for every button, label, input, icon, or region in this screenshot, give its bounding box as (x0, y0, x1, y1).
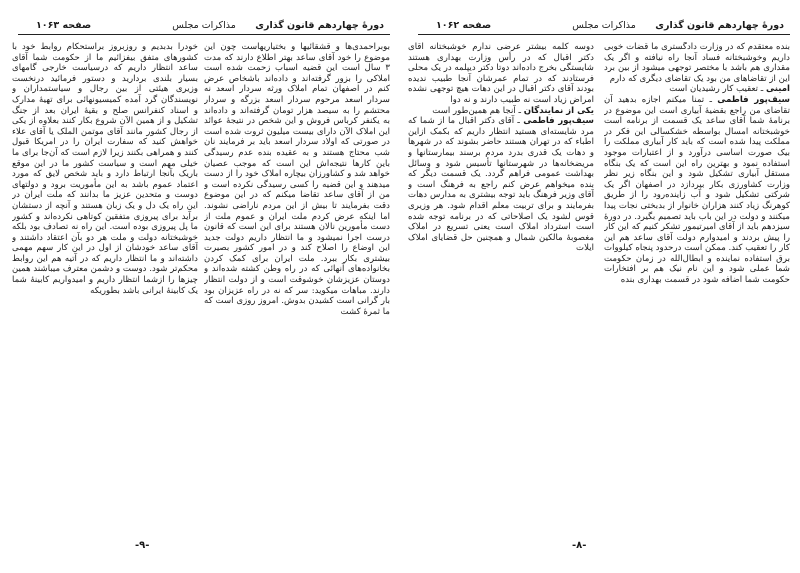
paragraph (204, 42, 390, 317)
right-page (400, 0, 800, 573)
paragraph (604, 84, 790, 95)
text-column-right (604, 42, 790, 534)
text-column-left (12, 42, 198, 534)
running-header (18, 18, 390, 35)
footer-page-marker: -۹- (135, 540, 150, 551)
speaker-name: یکی از نمایندگان (523, 105, 594, 116)
paragraph (408, 42, 594, 106)
paragraph (408, 106, 594, 117)
page-number: صفحه ۱۰۶۲ (436, 20, 492, 31)
publication-title: مذاکرات مجلس (172, 20, 236, 31)
paragraph-text: ـ آنجا هم همین‌طور است (432, 105, 524, 116)
paragraph (12, 42, 198, 296)
legislative-period: دورهٔ چهاردهم قانون گذاری (255, 20, 384, 31)
paragraph (604, 95, 790, 286)
speaker-name: سیف‌پور فاطمی (717, 94, 790, 105)
paragraph-text: دوسه کلمه بیشتر عرضی ندارم خوشبختانه آقای دکتر اقبال که در رأس وزارت بهداری هستند شایستگی بخرج داده‌اند دوتا دکتر دیپلمه در یک محلی فرستادند که در تمام عمرشان آنجا طبیب ندیده بودند آقای دکتر اقبال در این دهات هیچ توجهی نشده امراض زیاد است نه طبیب دارند و نه دوا (408, 42, 594, 105)
paragraph-text: بنده معتقدم که در وزارت دادگستری ما قضات خوبی داریم وخوشبختانه فساد آنجا راه نیافته و اگر یک مقداری هم باشد با مختصر توجهی میشود از بین برد این از تقاضاهای من بود یک تقاضای دیگری که دارم (604, 42, 790, 84)
text-column-left (408, 42, 594, 534)
speaker-name: سیف‌پور فاطمی (523, 116, 594, 127)
legislative-period: دورهٔ چهاردهم قانون گذاری (655, 20, 784, 31)
footer-page-marker: -۸- (572, 540, 587, 551)
running-header (418, 18, 790, 35)
paragraph-text: ـ تمنا میکنم اجازه بدهید آن تقاضای من راجع بقضیهٔ آبیاری است این موضوع در برنامهٔ شما آقای ساعد یک قسمت از برنامه است خوشبختانه امسال بواسطه خشکسالی این فکر در مملکت پیدا شده است که باید کار آبیاری مملکت را بیک صورت اساسی درآورد و از اعتبارات موجود استفاده نمود و بهترین راه این است که یک بنگاه مستقل آبیاری تشکیل شود و این بنگاه زیر نظر وزارت کشاورزی بکار بپردازد در اصفهان اگر یک شرکتی تشکیل شود و آب زاینده‌رود را از طریق کوهرنگ زیاد کنند هزاران خانوار از بدبختی نجات پیدا میکنند و دولت در این باب باید تصمیم بگیرد. در دورهٔ سیزدهم باید از آقای امیرتیمور تشکر کنیم که این کار را پیش بردند و امیدوارم دولت آقای ساعد هم این کار را تعقیب کند. ممکن است درحدود پنجاه کیلووات برق استفاده نماینده و ابطال‌الله در زمان حکومت شما عملی شود و این نام نیک هم بر افتخارات حکومت شما اضافه شود در قسمت بهداری بنده (604, 94, 790, 286)
text-column-right (204, 42, 390, 534)
paragraph-text: خودرا بدبدیم و روزبروز براستحکام روابط خود با کشورهای متفق بیفزائیم ما از حکومت شما آقای ساعد انتظار داریم که درسیاست خارجی گامهای بسیار بلندی بردارید و دستور فرمائید درنخست وزیری هیئتی از بین رجال و سیاستمداران و نویسندگان گرد آمده کمیسیونهائی برای تهیهٔ مدارک و اسناد کنفرانس صلح و بقیهٔ ایران بعد از جنگ تشکیل و از همین الآن شروع بکار کنند بعلاوه از یکی از رجال کشور مانند آقای موتمن الملک یا آقای علاء خواهش کنید که سفارت ایران را در امریکا قبول کنند و همراهی بکنند زیرا لازم است که آن‌جا برای ما خیلی مهم است و سیاست کشور ما در این موقع باریک بآنجا ارتباط دارد و باید شخص لایق که مورد اعتماد عموم باشد به این مأموریت برود و دولتهای دوست و متحدین عزیز ما بدانند که ملت ایران در این راه یک دل و یک زبان هستند و آنچه از دستشان برآید برای پیروزی متفقین کوتاهی نکرده‌اند و کشور ما پل پیروزی بوده است. این راه نه تصادف بود بلکه خوشبختانه دولت و ملت هر دو بآن اعتقاد داشتند و آقای ساعد خودشان از اول در این کار سهم مهمی داشته‌اند و ما انتظار داریم که در آتیه هم این روابط محکم‌تر شود. دوست و دشمن معترف میباشند همین چیزها را ازشما انتظار داریم و امیدواریم کابینهٔ شما یک کابینهٔ ایرانی باشد بطوریکه (12, 42, 198, 296)
paragraph-text: ـ آقای دکتر اقبال ما از شما که مرد شایسته‌ای هستید انتظار داریم که بکمک ازاین اطباء که در تهران هستند حاضر بشوند که در شهرها و دهات یک قدری بدرد مردم برسند بیمارستانها و مریضخانه‌ها در شهرستانها تأسیس شود و وسائل بهداشت عمومی فراهم گردد. یک قسمت دیگر که بنده میخواهم عرض کنم راجع به فرهنگ است و آقای وزیر فرهنگ باید توجه بیشتری به مدارس دهات بفرمایند و برای تربیت معلم اقدام شود. هر وزیری قوس لشود یک اصلاحاتی که در برنامه توجه شده است استرداد املاک است یعنی تسریع در املاک مغصوبهٔ مالکین شمال و همچنین حل قضایای املاک ایلات (408, 116, 594, 254)
paragraph (604, 42, 790, 84)
paragraph-text: بوبراحمدی‌ها و قشقائیها و بختیاریهاست چون این موضوع را خود آقای ساعد بهتر اطلاع دارند که مدت ۳ سال است این قضیه اسباب زحمت شده است املاکی را بزور گرفته‌اند و داده‌اند باشخاص عرض کنم در اصفهان تمام املاک ورثه سردار اسعد نه سردار اسعد مرحوم سردار اسعد بزرگه و سردار محتشم را به سیصد هزار تومان گرفته‌اند و داده‌اند به یکنفر کرباس فروش و این شخص در نتیجهٔ عوائد این املاک الآن دارای بیست میلیون ثروت شده است در صورتی که اولاد سردار اسعد باید بر فرمایند نان شب محتاج هستند و به عقیده بنده عدم رسیدگی باین کارها نتیجه‌اش این است که موجب عصیان خواهد شد و کشاورزان بیچاره املاک خود را از دست میدهند و این قضیه را کسی رسیدگی نکرده است و من از آقای ساعد تقاضا میکنم که در این موضوع دقت بفرمایند تا بیش از این مردم ناراضی نشوند. اما اینکه عرض کردم ملت ایران و عموم ملت از دست مأمورین نالان هستند برای این است که قانون درست اجرا نمیشود و ما انتظار داریم دولت جدید این اوضاع را اصلاح کند و در امور کشور بصیرت بیشتری بکار ببرد. ملت ایران برای کمک کردن بخانواده‌های آنهائی که در راه وطن کشته شده‌اند و دوستان عزیزشان خوشوقت است و از دولت انتظار دارند. مباهات میکوید: سر که نه در راه عزیزان بود بار گرانی است کشیدن بدوش. امروز روزی است که ما ثمرهٔ کشت (204, 42, 390, 317)
paragraph-text: ـ تعقیب کار رشیدیان است (669, 84, 767, 95)
speaker-name: امینی (766, 84, 790, 95)
paragraph (408, 116, 594, 254)
page-number: صفحه ۱۰۶۳ (36, 20, 92, 31)
publication-title: مذاکرات مجلس (572, 20, 636, 31)
